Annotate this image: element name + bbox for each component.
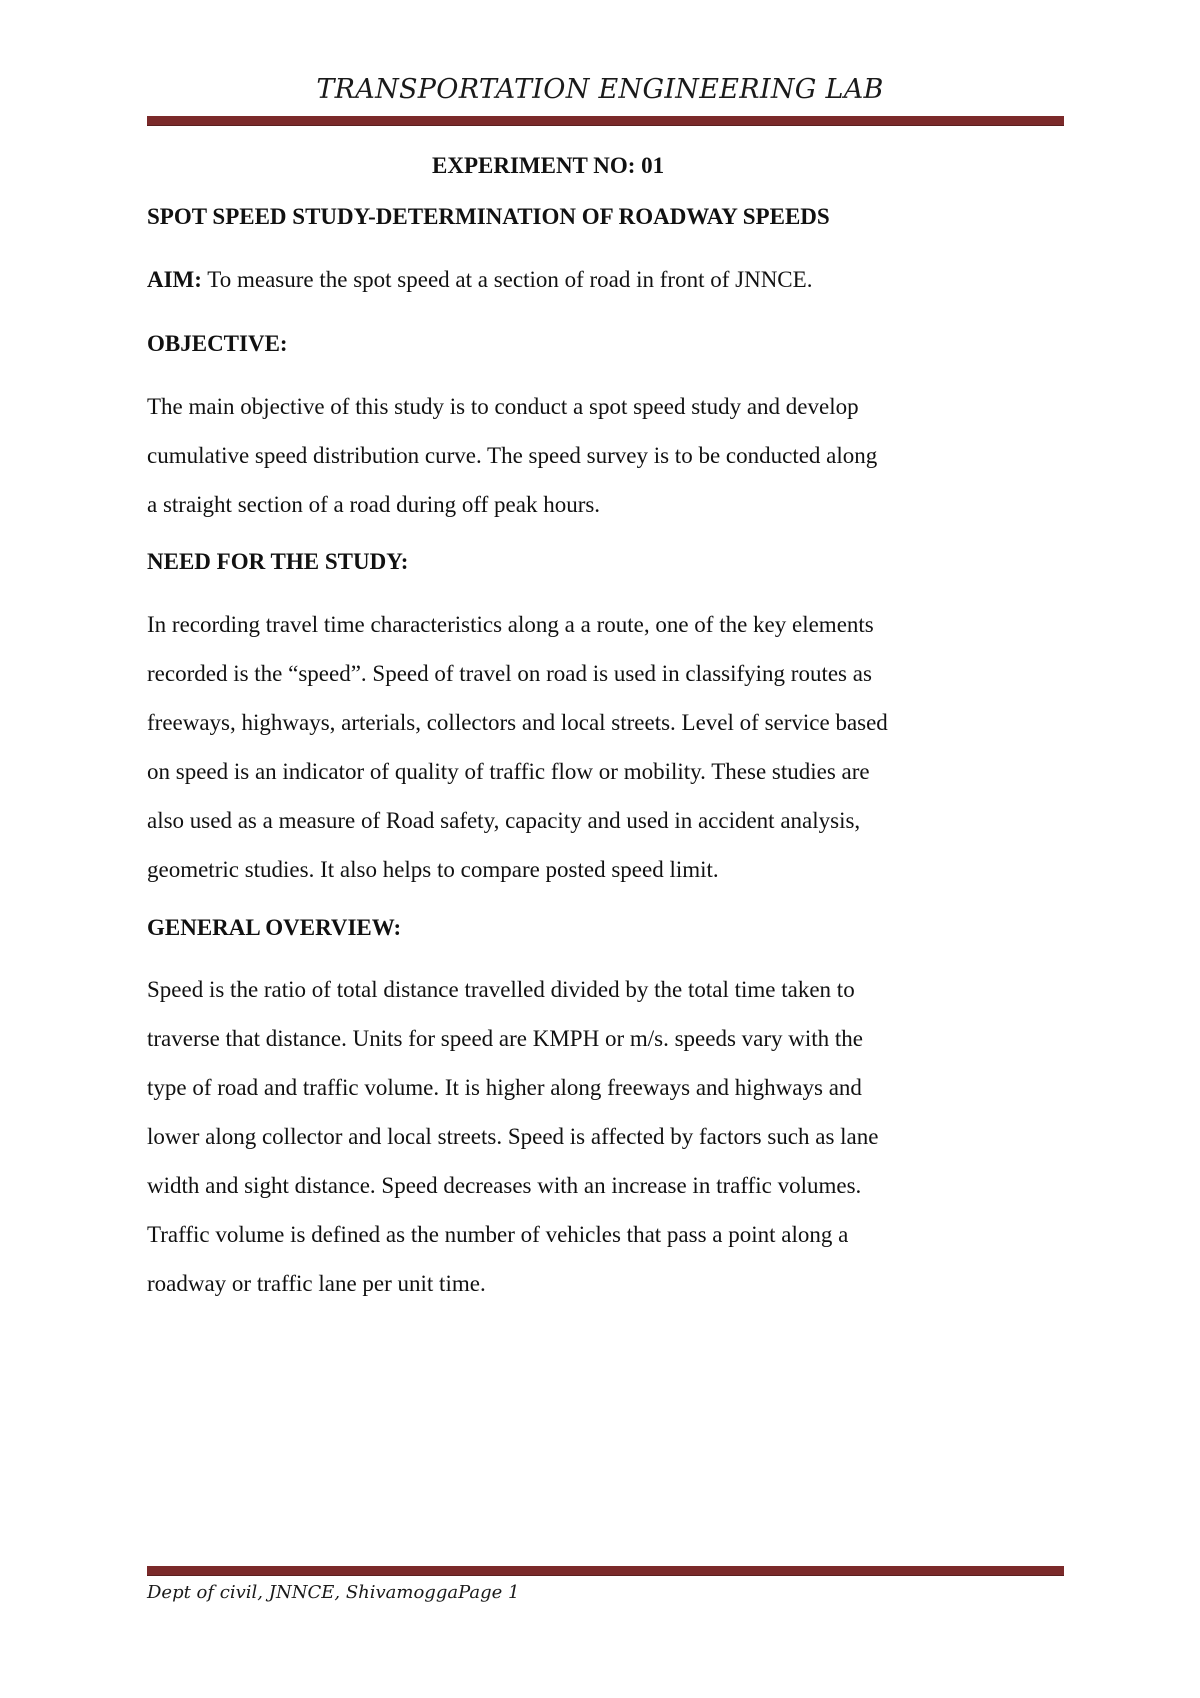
aim-paragraph [147,255,1077,304]
need-line: In recording travel time characteristics along a a route, one of the key elements [147,612,874,637]
objective-line: cumulative speed distribution curve. The speed survey is to be conducted along [147,443,878,468]
overview-line: type of road and traffic volume. It is higher along freeways and highways and [147,1075,862,1100]
overview-heading: GENERAL OVERVIEW: [147,915,402,940]
objective-line: The main objective of this study is to conduct a spot speed study and develop [147,394,859,419]
overview-line: width and sight distance. Speed decreases with an increase in traffic volumes. [147,1173,862,1198]
overview-line: roadway or traffic lane per unit time. [147,1271,486,1296]
need-line: recorded is the “speed”. Speed of travel on road is used in classifying routes as [147,661,872,686]
overview-line: Speed is the ratio of total distance travelled divided by the total time taken to [147,977,855,1002]
need-line: geometric studies. It also helps to compare posted speed limit. [147,857,719,882]
objective-line: a straight section of a road during off peak hours. [147,492,601,517]
aim-text: To measure the spot speed at a section of road in front of JNNCE. [201,267,813,292]
overview-paragraph [147,965,1077,1308]
need-paragraph [147,600,1077,894]
need-heading: NEED FOR THE STUDY: [147,549,409,574]
need-line: freeways, highways, arterials, collectors and local streets. Level of service based [147,710,888,735]
overview-line: lower along collector and local streets. Speed is affected by factors such as lane [147,1124,879,1149]
overview-line: Traffic volume is defined as the number of vehicles that pass a point along a [147,1222,849,1247]
objective-heading: OBJECTIVE: [147,331,288,356]
overview-line: traverse that distance. Units for speed are KMPH or m/s. speeds vary with the [147,1026,864,1051]
aim-label: AIM: [147,267,202,292]
running-header-title: TRANSPORTATION ENGINEERING LAB [316,74,884,105]
header-rule [147,116,1064,126]
experiment-title: SPOT SPEED STUDY-DETERMINATION OF ROADWAY SPEEDS [147,204,830,229]
experiment-number: EXPERIMENT NO: 01 [432,153,665,178]
footer-rule [147,1566,1064,1576]
need-line: on speed is an indicator of quality of traffic flow or mobility. These studies are [147,759,870,784]
page-footer: Dept of civil, JNNCE, ShivamoggaPage 1 [147,1582,520,1603]
need-line: also used as a measure of Road safety, capacity and used in accident analysis, [147,808,861,833]
objective-paragraph [147,382,1077,529]
